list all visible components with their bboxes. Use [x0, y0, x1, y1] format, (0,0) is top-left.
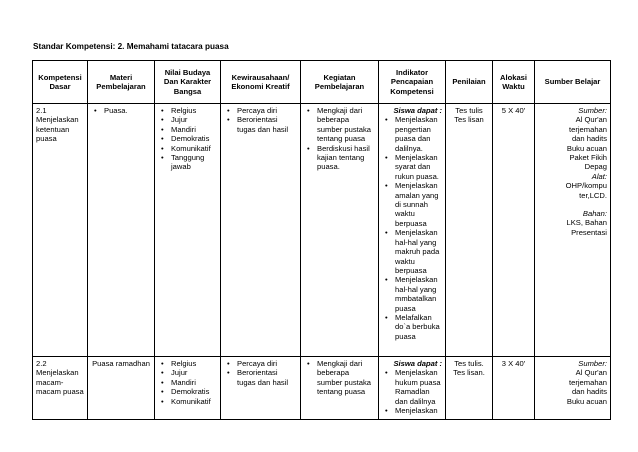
kd-cell: 2.2 Menjelaskan macam-macam puasa [33, 357, 88, 420]
list-item: • Menjelaskan pengertian puasa dan dalilnya. [395, 115, 442, 153]
header-sumber: Sumber Belajar [535, 61, 611, 104]
kegiatan-cell [301, 357, 379, 420]
list-item: • Menjelaskan syarat dan rukun puasa. [395, 153, 442, 181]
sumber-line: dan hadits [571, 134, 607, 144]
list-item: • Mengkaji dari beberapa sumber pustaka tentang puasa [317, 106, 375, 144]
penilaian-item: Tes tulis. [454, 359, 484, 368]
list-item: • Mengkaji dari beberapa sumber pustaka tentang puasa [317, 359, 375, 397]
list-item: • Menjelaskan hal-hal yang makruh pada waktu berpuasa [395, 228, 442, 275]
list-item: • Demokratis [171, 134, 217, 143]
sumber-line: terjemahan [569, 377, 607, 387]
list-item: • Mandiri [171, 378, 217, 387]
sumber-line: Buku acuan [566, 143, 607, 153]
header-nilai-budaya: Nilai Budaya Dan Karakter Bangsa [155, 61, 221, 104]
header-alokasi: Alokasi Waktu [493, 61, 535, 104]
sumber-line: Al Qur'an [575, 368, 607, 378]
list-item: • Menjelaskan hal-hal yang mmbatalkan puasa [395, 275, 442, 313]
alat-label: Alat: [591, 171, 607, 181]
sumber-cell [535, 104, 611, 357]
kegiatan-cell [301, 104, 379, 357]
header-penilaian: Penilaian [446, 61, 493, 104]
materi-cell [88, 104, 155, 357]
penilaian-item: Tes lisan [454, 115, 484, 125]
table-row [33, 104, 611, 357]
table-row [33, 357, 611, 420]
list-item: • Tanggung jawab [171, 153, 217, 172]
list-item: • Puasa. [104, 106, 151, 115]
kewirausahaan-cell [221, 357, 301, 420]
kewirausahaan-cell [221, 104, 301, 357]
header-indikator: Indikator Pencapaian Kompetensi [379, 61, 446, 104]
bahan-label: Bahan: [582, 209, 607, 219]
alokasi-cell: 5 X 40' [493, 104, 535, 357]
sumber-line: dan hadits [571, 387, 607, 397]
indikator-heading: Siswa dapat : [393, 106, 442, 115]
bahan-line: LKS, Bahan [566, 218, 607, 228]
sumber-line: Buku acuan [566, 396, 607, 406]
kd-cell: 2.1 Menjelaskan ketentuan puasa [33, 104, 88, 357]
list-item: • Relgius [171, 106, 217, 115]
list-item: • Mandiri [171, 125, 217, 134]
penilaian-item: Tes lisan. [453, 368, 485, 378]
list-item: • Berdiskusi hasil kajian tentang puasa. [317, 144, 375, 172]
bahan-line: Presentasi [571, 227, 607, 237]
nilai-cell [155, 357, 221, 420]
alokasi-cell: 3 X 40' [493, 357, 535, 420]
list-item: • Jujur [171, 368, 217, 377]
nilai-cell [155, 104, 221, 357]
list-item: • Percaya diri [237, 106, 297, 115]
materi-cell: Puasa ramadhan [88, 357, 155, 420]
indikator-heading: Siswa dapat : [393, 359, 442, 368]
list-item: • Jujur [171, 115, 217, 124]
table-header-row [33, 61, 611, 104]
alat-line: OHP/kompu [565, 181, 607, 191]
sumber-label: Sumber: [578, 359, 607, 368]
header-kegiatan: Kegiatan Pembelajaran [301, 61, 379, 104]
sumber-line: Paket Fikih [569, 153, 607, 163]
list-item: • Relgius [171, 359, 217, 368]
list-item: • Menjelaskan amalan yang di sunnah waktu berpuasa [395, 181, 442, 228]
sumber-cell [535, 357, 611, 420]
sumber-label: Sumber: [578, 106, 607, 115]
syllabus-table [32, 60, 611, 420]
sumber-line: terjemahan [569, 124, 607, 134]
header-kompetensi-dasar: Kompetensi Dasar [33, 61, 88, 104]
penilaian-item: Tes tulis [455, 106, 483, 115]
standar-kompetensi-title: Standar Kompetensi: 2. Memahami tatacara puasa [33, 42, 229, 51]
header-materi: Materi Pembelajaran [88, 61, 155, 104]
alat-line: ter,LCD. [579, 190, 607, 200]
list-item: • Komunikatif [171, 397, 217, 406]
penilaian-cell [446, 357, 493, 420]
sumber-line: Depag [584, 162, 607, 172]
list-item: • Menjelaskan hukum puasa Ramadlan dan dalilnya [395, 368, 442, 406]
list-item: • Berorientasi tugas dan hasil [237, 368, 297, 387]
indikator-cell [379, 104, 446, 357]
sumber-line: Al Qur'an [575, 115, 607, 125]
list-item: • Demokratis [171, 387, 217, 396]
list-item: • Percaya diri [237, 359, 297, 368]
list-item: • Komunikatif [171, 144, 217, 153]
list-item: • Melafalkan do`a berbuka puasa [395, 313, 442, 341]
indikator-cell [379, 357, 446, 420]
penilaian-cell [446, 104, 493, 357]
list-item: • Menjelaskan [395, 406, 442, 415]
list-item: • Berorientasi tugas dan hasil [237, 115, 297, 134]
header-kewirausahaan: Kewirausahaan/ Ekonomi Kreatif [221, 61, 301, 104]
